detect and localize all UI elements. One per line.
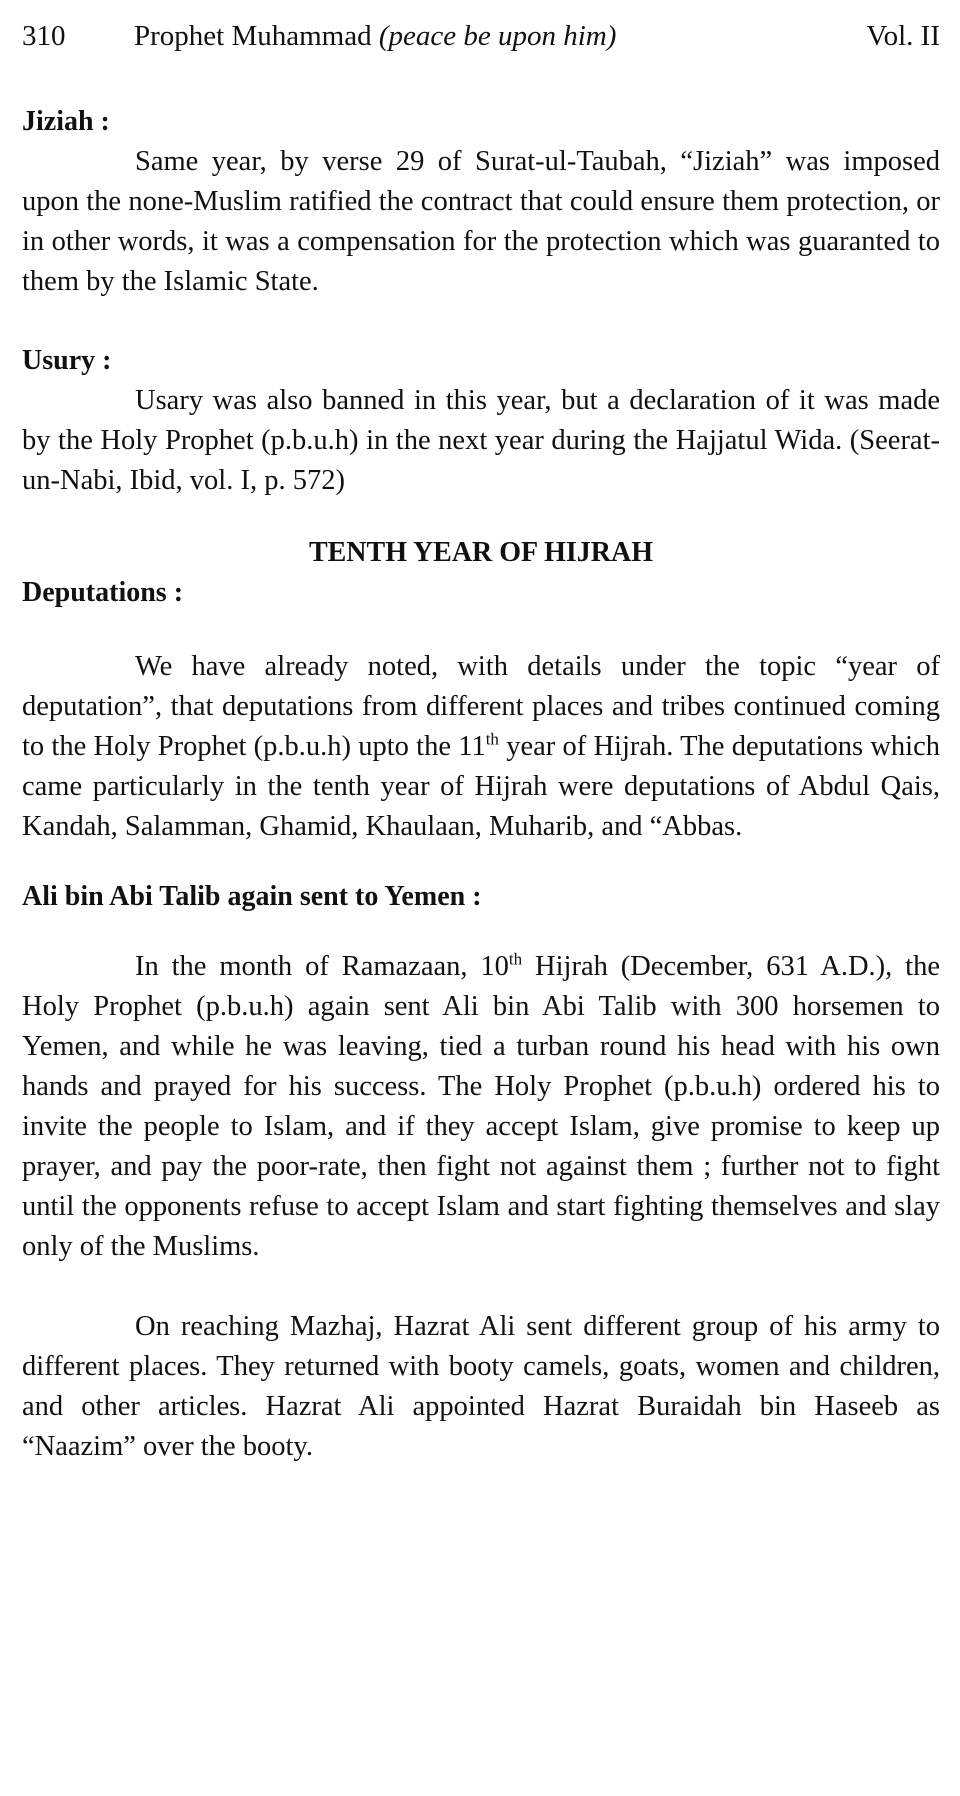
ordinal-suffix: th <box>508 949 523 969</box>
jiziah-paragraph: Same year, by verse 29 of Surat-ul-Taubah, “Jiziah” was imposed upon the none-Muslim ratified the contract that could ensure them protection, or in other words, it was a compensation for the protection which was guaranted to them by the Islamic State. <box>22 146 940 297</box>
jiziah-heading: Jiziah : <box>22 106 110 137</box>
ordinal-suffix: th <box>485 729 499 749</box>
ali-yemen-text-2: Hijrah (December, 631 A.D.), the Holy Prophet (p.b.u.h) again sent Ali bin Abi Talib with 300 horsemen to Yemen, and while he was leaving, tied a turban round his head with his own hands and prayed for his success. The Holy Prophet (p.b.u.h) ordered his to invite the people to Islam, and if they accept Islam, give promise to keep up prayer, and pay the poor-rate, then fight not against them ; further not to fight until the opponents refuse to accept Islam and start fighting themselves and slay only of the Muslims. <box>22 951 940 1262</box>
page-number: 310 <box>22 20 66 52</box>
usury-paragraph: Usary was also banned in this year, but a declaration of it was made by the Holy Prophet (p.b.u.h) in the next year during the Hajjatul Wida. (Seerat-un-Nabi, Ibid, vol. I, p. 572) <box>22 385 940 496</box>
ali-yemen-paragraph-1 <box>22 947 940 1267</box>
book-title-main: Prophet Muhammad <box>134 20 372 52</box>
volume-label: Vol. II <box>866 20 940 52</box>
deputations-paragraph <box>22 647 940 847</box>
deputations-heading: Deputations : <box>22 577 184 608</box>
book-title <box>134 14 616 58</box>
book-page <box>22 14 940 1467</box>
deputations-text-2: year of Hijrah. The deputations which came particularly in the tenth year of Hijrah were deputations of Abdul Qais, Kandah, Salamman, Ghamid, Khaulaan, Muharib, and “Abbas. <box>22 731 940 842</box>
ali-yemen-text-1: In the month of Ramazaan, 10 <box>135 951 509 982</box>
running-header <box>22 14 940 58</box>
usury-heading: Usury : <box>22 345 112 376</box>
book-title-italic: (peace be upon him) <box>378 20 617 52</box>
ali-yemen-heading: Ali bin Abi Talib again sent to Yemen : <box>22 881 482 912</box>
ali-yemen-paragraph-2: On reaching Mazhaj, Hazrat Ali sent different group of his army to different places. They returned with booty camels, goats, women and children, and other articles. Hazrat Ali appointed Hazrat Buraidah bin Haseeb as “Naazim” over the booty. <box>22 1311 940 1462</box>
tenth-year-heading: TENTH YEAR OF HIJRAH <box>308 537 654 568</box>
deputations-text-1: We have already noted, with details under the topic “year of deputation”, that deputations from different places and tribes continued coming to the Holy Prophet (p.b.u.h) upto the 11 <box>22 651 940 762</box>
